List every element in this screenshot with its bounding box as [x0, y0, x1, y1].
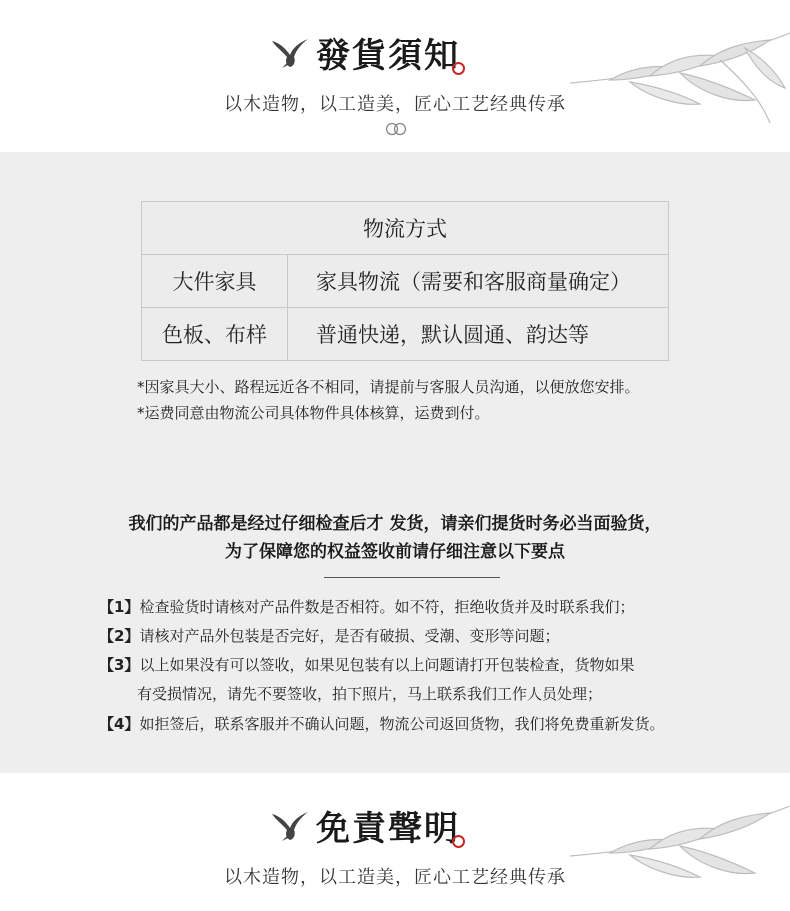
- row-category: 色板、布样: [142, 308, 288, 361]
- section-title: 免責聲明: [316, 808, 460, 849]
- note-line: *运费同意由物流公司具体物件具体核算，运费到付。: [137, 404, 490, 422]
- table-row: [142, 255, 669, 308]
- leaves-decoration: [570, 28, 790, 138]
- row-method: 家具物流（需要和客服商量确定）: [288, 255, 669, 308]
- item-text: 请核对产品外包装是否完好，是否有破损、受潮、变形等问题；: [139, 627, 560, 645]
- swallow-icon: [270, 808, 310, 842]
- row-method: 普通快递，默认圆通、韵达等: [288, 308, 669, 361]
- section-subtitle: 以木造物，以工造美，匠心工艺经典传承: [224, 867, 566, 888]
- row-category: 大件家具: [142, 255, 288, 308]
- notice-heading-line: 为了保障您的权益签收前请仔细注意以下要点: [225, 542, 565, 562]
- shipping-method-table: [141, 201, 669, 361]
- title-group: [270, 803, 465, 847]
- rings-icon: [384, 122, 408, 136]
- list-item: [99, 713, 664, 734]
- item-text: 如拒签后，联系客服并不确认问题，物流公司返回货物，我们将免费重新发货。: [139, 715, 665, 733]
- item-number: 【3】: [99, 656, 140, 674]
- title-group: [270, 30, 465, 74]
- list-item-continuation: [137, 683, 602, 704]
- table-header: 物流方式: [142, 202, 669, 255]
- notice-heading-line: 我们的产品都是经过仔细检查后才 发货，请亲们提货时务必当面验货，: [128, 514, 662, 534]
- red-seal-dot: [452, 62, 465, 75]
- section-title: 發貨須知: [316, 35, 460, 76]
- item-number: 【4】: [99, 715, 140, 733]
- note-line: *因家具大小、路程远近各不相同，请提前与客服人员沟通，以便放您安排。: [137, 378, 640, 396]
- list-item: [99, 596, 634, 617]
- item-text: 检查验货时请核对产品件数是否相符。如不符，拒绝收货并及时联系我们；: [139, 598, 635, 616]
- header-shipping-notice: [0, 0, 790, 152]
- list-item: [99, 654, 634, 675]
- item-number: 【2】: [99, 627, 140, 645]
- section-subtitle: 以木造物，以工造美，匠心工艺经典传承: [224, 94, 566, 115]
- item-text: 以上如果没有可以签收，如果见包装有以上问题请打开包装检查，货物如果: [139, 656, 635, 674]
- red-seal-dot: [452, 835, 465, 848]
- divider: [324, 577, 500, 578]
- header-disclaimer: [0, 773, 790, 895]
- item-text: 有受损情况，请先不要签收，拍下照片，马上联系我们工作人员处理；: [137, 685, 603, 703]
- shipping-content-panel: [0, 152, 790, 773]
- item-number: 【1】: [99, 598, 140, 616]
- list-item: [99, 625, 559, 646]
- table-row: [142, 308, 669, 361]
- swallow-icon: [270, 35, 310, 69]
